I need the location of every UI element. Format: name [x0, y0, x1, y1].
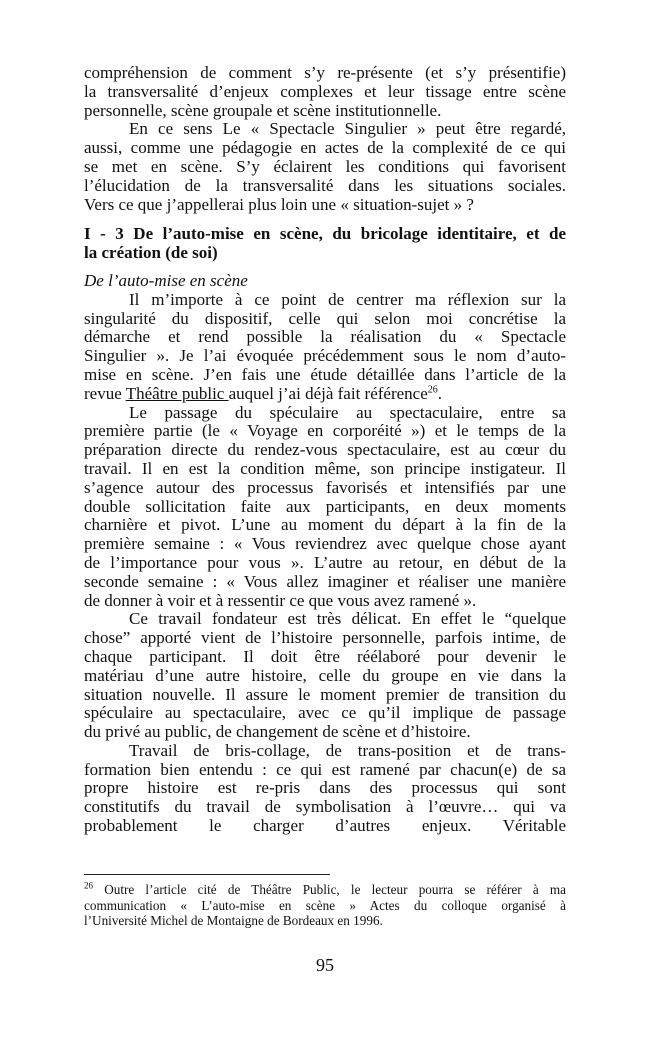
text-line: s’agence autour des processus favorisés et intensifiés par une — [84, 477, 566, 497]
text-line: Le passage du spéculaire au spectaculaire, entre sa — [129, 402, 566, 422]
text-line: matériau d’une autre histoire, celle du groupe en vie dans la — [84, 665, 566, 685]
text-line — [84, 385, 566, 404]
intro-paragraph — [84, 120, 566, 214]
footnote-line — [84, 882, 566, 898]
page-body — [84, 64, 566, 836]
footnote-reference[interactable]: 26 — [427, 384, 438, 396]
intro-paragraph — [84, 64, 566, 120]
body-paragraph — [84, 291, 566, 404]
subsection-title: De l’auto-mise en scène — [84, 270, 248, 290]
text-line: double sollicitation faite aux participants, en deux moments — [84, 496, 566, 516]
text-line: spéculaire au spectaculaire, avec ce qu’il implique de passage — [84, 703, 566, 723]
text-line: propre histoire est re-pris dans des processus qui sont — [84, 778, 566, 798]
text-line: personnelle, scène groupale et scène institutionnelle. — [84, 100, 442, 120]
text-fragment: revue — [84, 383, 126, 403]
footnote-number: 26 — [84, 880, 93, 891]
text-fragment: . — [437, 383, 443, 403]
text-line: formation bien entendu : ce qui est ramené par chacun(e) de sa — [84, 759, 566, 779]
text-line: situation nouvelle. Il assure le moment premier de transition du — [84, 684, 566, 704]
footnote-line: communication « L’auto-mise en scène » Actes du colloque organisé à — [84, 897, 566, 913]
text-line: mise en scène. J’en fais une étude détaillée dans l’article de la — [84, 364, 566, 384]
text-line: se met en scène. S’y éclairent les conditions qui favorisent — [84, 156, 566, 176]
body-paragraph — [84, 404, 566, 611]
text-line: la transversalité d’enjeux complexes et leur tissage entre scène — [84, 81, 566, 101]
text-line: chose” apporté vient de l’histoire personnelle, parfois intime, de — [84, 628, 566, 648]
text-line: première partie (le « Voyage en corporéité ») et le temps de la — [84, 421, 566, 441]
text-line: démarche et rend possible la réalisation du « Spectacle — [84, 327, 566, 347]
text-line: Travail de bris-collage, de trans-position et de trans- — [129, 740, 566, 760]
text-line: Vers ce que j’appellerai plus loin une « situation-sujet » ? — [84, 194, 474, 214]
journal-title-reference: Théâtre public — [125, 383, 229, 403]
body-paragraph — [84, 742, 566, 836]
section-heading — [84, 225, 566, 263]
text-line: charnière et pivot. L’une au moment du départ à la fin de la — [84, 515, 566, 535]
footnote-separator — [84, 874, 330, 875]
body-paragraph — [84, 610, 566, 742]
heading-line: la création (de soi) — [84, 243, 218, 263]
text-line: de l’importance pour vous ». L’autre au retour, en début de la — [84, 552, 566, 572]
text-line: l’élucidation de la transversalité dans les situations sociales. — [84, 175, 566, 195]
text-line: aussi, comme une pédagogie en actes de la complexité de ce qui — [84, 138, 566, 158]
text-line: Singulier ». Je l’ai évoquée précédemment sous le nom d’auto- — [84, 346, 566, 366]
text-line: seconde semaine : « Vous allez imaginer et réaliser une manière — [84, 571, 566, 591]
text-line: du privé au public, de changement de scène et d’histoire. — [84, 722, 471, 742]
footnote-line: l’Université Michel de Montaigne de Bordeaux en 1996. — [84, 913, 383, 929]
footnote — [84, 882, 566, 929]
text-line: travail. Il en est la condition même, son principe instigateur. Il — [84, 458, 566, 478]
text-line: compréhension de comment s’y re-présente (et s’y présentifie) — [84, 63, 566, 82]
text-line: de donner à voir et à ressentir ce que vous avez ramené ». — [84, 590, 477, 610]
text-line: singularité du dispositif, celle qui selon moi concrétise la — [84, 308, 566, 328]
text-line: constitutifs du travail de symbolisation à l’œuvre… qui va — [84, 797, 566, 817]
text-line: préparation directe du rendez-vous spectaculaire, est au cœur du — [84, 440, 566, 460]
text-line: chaque participant. Il doit être réélaboré pour devenir le — [84, 646, 566, 666]
text-line: Ce travail fondateur est très délicat. En effet le “quelque — [129, 609, 566, 629]
text-line: Il m’importe à ce point de centrer ma réflexion sur la — [129, 289, 566, 309]
text-line: En ce sens Le « Spectacle Singulier » peut être regardé, — [129, 119, 566, 139]
heading-line: I - 3 De l’auto-mise en scène, du bricolage identitaire, et de — [84, 224, 566, 244]
footnote-text: Outre l’article cité de Théâtre Public, le lecteur pourra se référer à ma — [104, 882, 566, 897]
page-number: 95 — [316, 955, 334, 975]
text-line: première semaine : « Vous reviendrez avec quelque chose ayant — [84, 534, 566, 554]
text-fragment: auquel j’ai déjà fait référence — [228, 383, 428, 403]
text-line: probablement le charger d’autres enjeux. Véritable — [84, 816, 566, 836]
